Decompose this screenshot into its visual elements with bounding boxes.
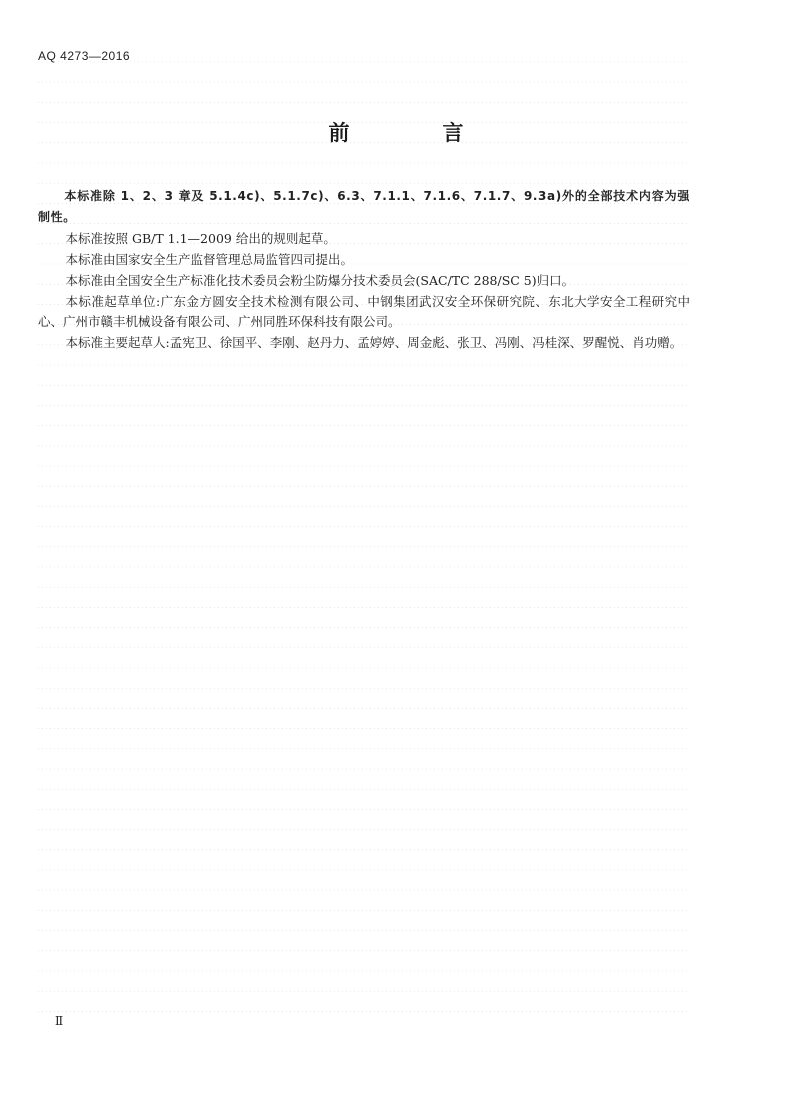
page-title: 前 言 [328,120,500,145]
drafting-units-statement: 本标准起草单位:广东金方圆安全技术检测有限公司、中钢集团武汉安全环保研究院、东北大学安全工程研究中心、广州市赣丰机械设备有限公司、广州同胜环保科技有限公司。 [38,294,690,329]
responsible-committee-statement: 本标准由全国安全生产标准化技术委员会粉尘防爆分技术委员会(SAC/TC 288/SC 5)归口。 [65,273,575,288]
page-number: Ⅱ [55,1014,64,1028]
drafting-rules-statement: 本标准按照 GB/T 1.1—2009 给出的规则起草。 [65,231,336,246]
mandatory-statement: 本标准除 1、2、3 章及 5.1.4c)、5.1.7c)、6.3、7.1.1、7.1.6、7.1.7、9.3a)外的全部技术内容为强制性。 [38,189,690,224]
drafters-statement: 本标准主要起草人:孟宪卫、徐国平、李刚、赵丹力、孟婷婷、周金彪、张卫、冯刚、冯桂深、罗醒悦、肖功赠。 [65,335,683,350]
standard-code: AQ 4273—2016 [38,49,131,63]
foreword-body [38,186,690,354]
proposer-statement: 本标准由国家安全生产监督管理总局监管四司提出。 [65,252,354,267]
